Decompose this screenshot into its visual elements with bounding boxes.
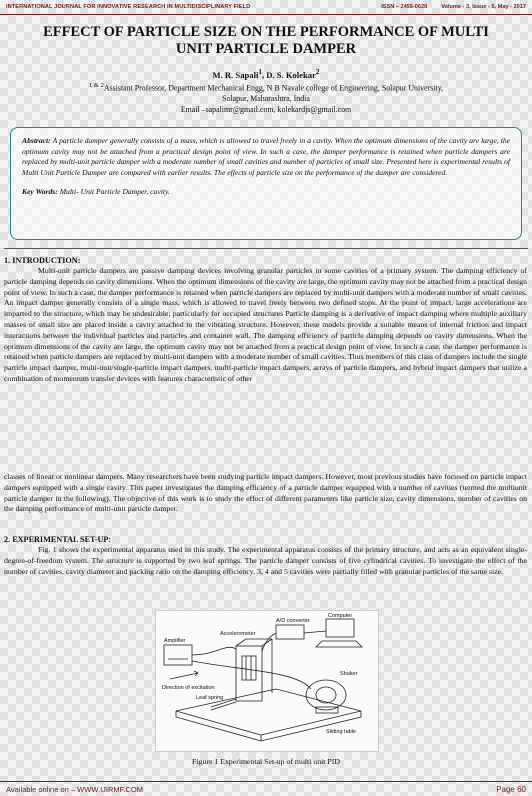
journal-header	[0, 0, 532, 15]
intro-paragraph-2: classes of linear or nonlinear dampers. Many researchers have been studying particle impact dampers. However, most previous studies have focused on particle impact dampers equipped with a single cavity. This paper investigates the damping efficiency of a particle damper equipped with a number of cavities (termed the multiunit particle damper in the following). The objective of this work is to study the effect of different parameters like particle size, cavity dimensions, number of cavities on the damping performance of multi-unit particle damper.	[4, 472, 527, 514]
label-direction: Direction of excitation	[162, 685, 215, 691]
affil-superscript: 1 & 2	[88, 82, 104, 89]
converter-shape	[276, 625, 304, 639]
label-leaf-spring: Leaf spring	[196, 695, 224, 701]
label-converter: A/D converter	[276, 618, 310, 624]
label-computer: Computer	[328, 613, 353, 619]
intro-paragraph-1: Multi-unit particle dampers are passive damping devices involving granular particles in some cavities of a primary system. The damping efficiency of particle damping depends on cavity dimensions. When the optimum dimensions of the cavity are large, the optimum cavity may not be attached from a practical design point of view. In such a case, the damper performance is retained when particle dampers are replaced by multi-unit dampers with a moderate number of small cavities. An impact damper generally consists of a single mass, which is allowed to travel freely between two defined stops. At the point of impact, large accelerations are imparted to the structure, which may be undesirable; particularly for occupied structures Particle damping is a derivative of impact damping where multiple auxiliary masses of small size are placed inside a cavity attached to the vibrating structure. However, these models provide a suitable means of internal friction and impact interactions between the individual particles and particles and container wall. The damping efficiency of particle damping depends on cavity dimensions. When the optimum dimensions of the cavity are large, the optimum cavity may not be attached from a practical design point of view. In such a case, the damper performance is retained when particle dampers are replaced by multi-unit dampers with a moderate number of small cavities. Thus members of this class of dampers include the single particle impact damper, multi-unit/single-particle impact dampers, multi-particle impact dampers, arrays of particle dampers, and hybrid impact dampers that utilize a combination of momentum transfer devices with features characteristic of other	[4, 266, 527, 383]
amplifier-shape	[164, 645, 192, 665]
label-sliding-table: Sliding table	[326, 729, 356, 735]
setup-drawing	[156, 611, 378, 751]
authors: M. R. Sapali$^1$, D. S. Kolekar$^2$	[212, 68, 320, 80]
journal-website[interactable]: Available online on – WWW.IJIRMF.COM	[6, 784, 143, 794]
abstract-text: Abstract: A particle damper generally consists of a mass, which is allowed to travel freely in a cavity. When the optimum dimensions of the cavity are large, the optimum cavity may not be attached from a practical design point of view. In such a case, the damper performance is retained when particle dampers are replaced by multi-unit particle damper with a moderate number of small cavities and number of particles of small size. Presented here is experimental results of Multi Unit Particle Damper are compared with earlier results. The effects of particle size on the performance of the damper are considered.	[22, 136, 511, 178]
abstract-label: Abstract:	[22, 136, 51, 145]
abstract-box	[10, 127, 522, 240]
journal-name: INTERNATIONAL JOURNAL FOR INNOVATIVE RESEARCH IN MULTIDISCIPLINARY FIELD	[6, 4, 251, 10]
shaker-shape	[306, 680, 346, 710]
experimental-setup-figure	[155, 610, 379, 752]
intro-heading: 1. INTRODUCTION:	[4, 256, 81, 265]
experimental-heading: 2. EXPERIMENTAL SET-UP:	[4, 535, 112, 544]
computer-shape	[326, 619, 354, 637]
section-divider	[4, 248, 528, 249]
keywords-label: Key Words:	[22, 186, 58, 196]
page-footer	[0, 781, 532, 796]
affiliation: $^{1 \& 2}$Assistant Professor, Department Mechanical Engg, N B Navale college of Engineering, Solapur University, Solapur, Maharashtra, India Email –sapalimr@gmail.com, kolekardjs@gmail.com	[88, 82, 444, 114]
figure-caption: Figure 1 Experimental Set-up of multi unit PID	[192, 757, 340, 766]
label-accelerometer: Accelerometer	[220, 631, 256, 637]
volume-issue: Volume - 3, Issue - 5, May - 2017	[441, 4, 526, 10]
issn: ISSN – 2455-0620	[381, 4, 428, 10]
keywords: Key Words: Multi- Unit Particle Damper, cavity.	[22, 186, 170, 196]
header-meta	[381, 4, 526, 10]
experimental-paragraph: Fig. 1 shows the experimental apparatus used in this study. The experimental apparatus consists of the primary structure, and acts as an equivalent single-degree-of-freedom system. The structure is supported by two leaf springs. The particle damper consists of five cylindrical cavities. To investigate the effect of the number of cavities, cavity diameter and packing ratio on the damping efficiency, 3, 4 and 5 cavities were partially filled with granular particles of the same size.	[4, 545, 527, 576]
label-shaker: Shaker	[340, 671, 358, 677]
paper-title: EFFECT OF PARTICLE SIZE ON THE PERFORMANCE OF MULTI UNIT PARTICLE DAMPER	[43, 24, 489, 57]
label-amplifier: Amplifier	[164, 638, 186, 644]
author-emails: Email –sapalimr@gmail.com, kolekardjs@gmail.com	[180, 104, 352, 114]
damper-block	[242, 656, 256, 680]
page-number: Page 60	[496, 784, 526, 794]
